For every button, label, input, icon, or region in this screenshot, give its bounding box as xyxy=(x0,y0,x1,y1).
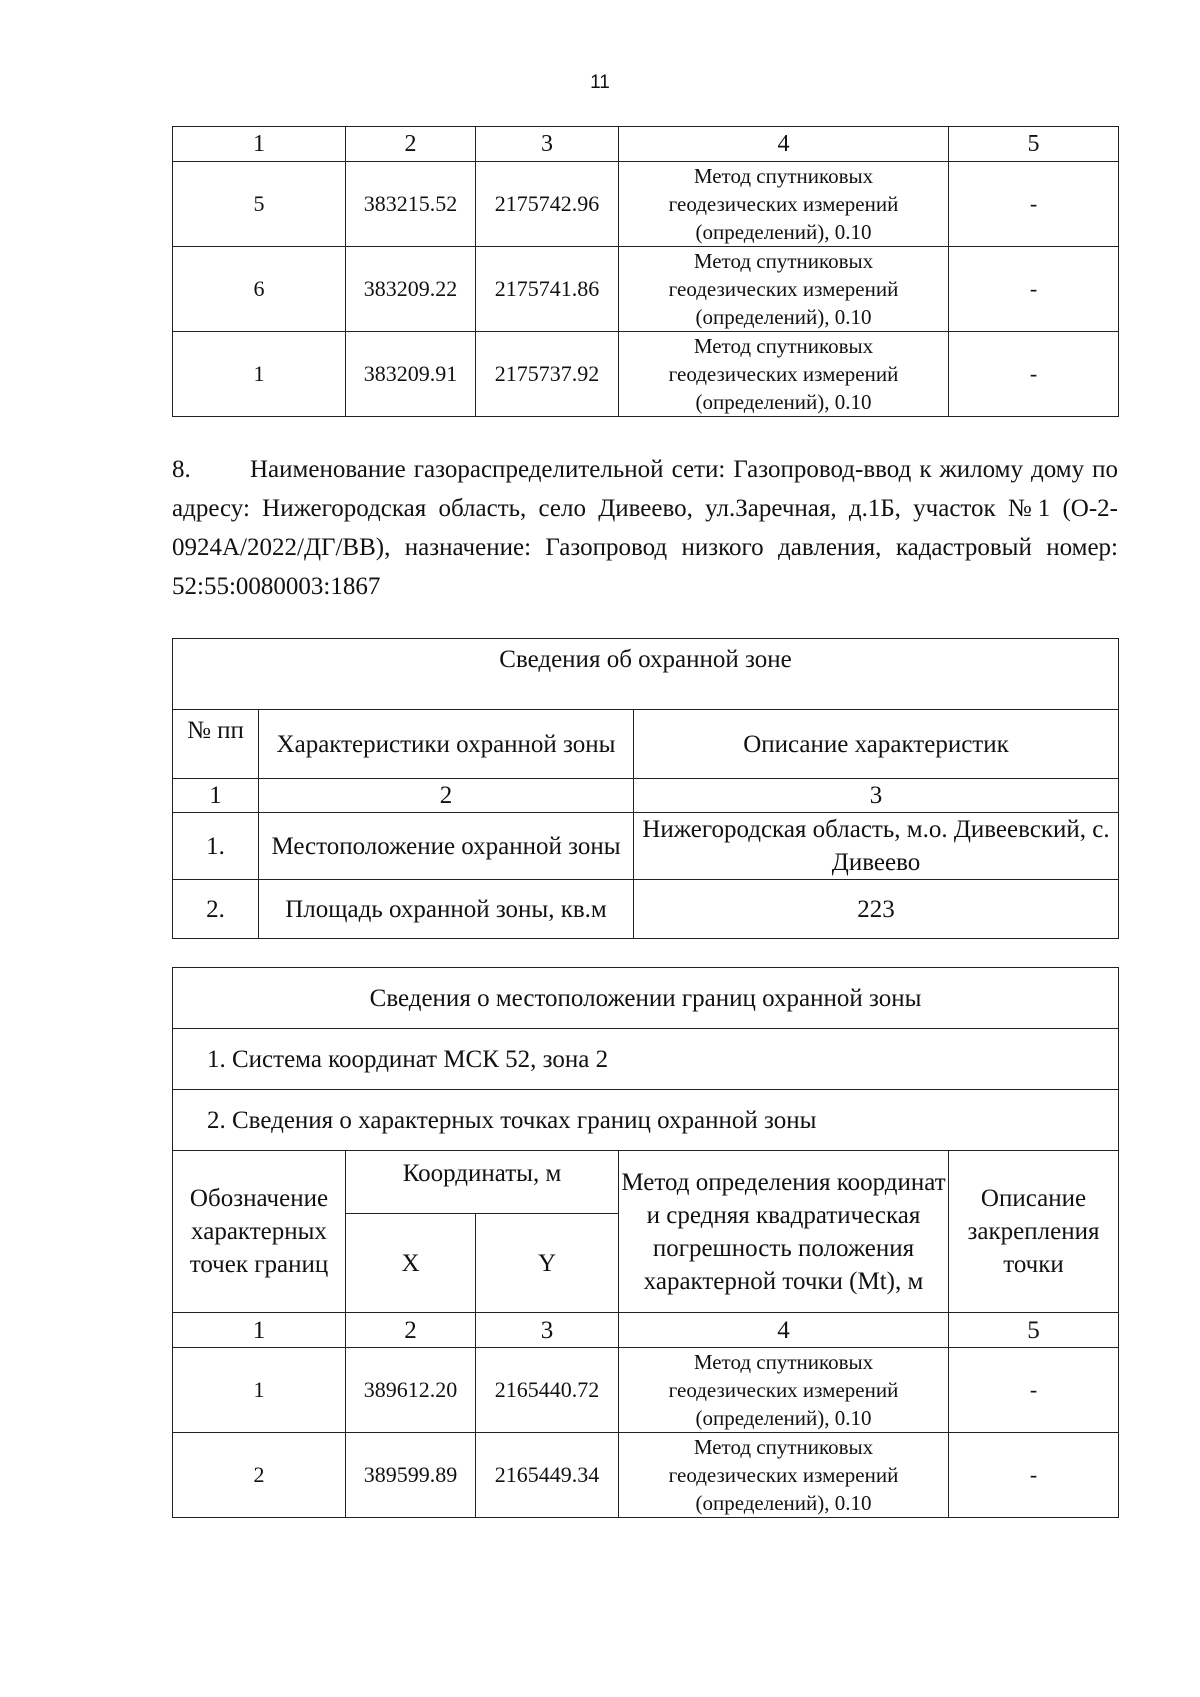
row-number: 1. xyxy=(173,813,259,880)
column-header: Характеристики охранной зоны xyxy=(259,710,634,779)
coordinate-y: 2175742.96 xyxy=(476,162,619,247)
method-cell xyxy=(619,1348,949,1433)
column-number: 2 xyxy=(346,1313,476,1348)
column-number: 2 xyxy=(259,779,634,813)
point-description: - xyxy=(949,1348,1119,1433)
zone-boundaries-table xyxy=(172,967,1119,1518)
points-title: 2. Сведения о характерных точках границ охранной зоны xyxy=(173,1090,1119,1151)
coordinate-x: 389599.89 xyxy=(346,1433,476,1518)
coordinate-system: 1. Система координат МСК 52, зона 2 xyxy=(173,1029,1119,1090)
method-line: геодезических измерений xyxy=(668,1378,899,1402)
method-line: (определений), 0.10 xyxy=(695,1491,872,1515)
table-header-row xyxy=(173,710,1119,779)
point-description: - xyxy=(949,247,1119,332)
column-header-x: X xyxy=(346,1214,476,1313)
characteristic: Площадь охранной зоны, кв.м xyxy=(259,880,634,939)
coordinate-y: 2165449.34 xyxy=(476,1433,619,1518)
coordinate-y: 2175741.86 xyxy=(476,247,619,332)
column-number: 3 xyxy=(476,127,619,162)
column-number: 4 xyxy=(619,1313,949,1348)
column-header: Описание характеристик xyxy=(634,710,1119,779)
point-number: 5 xyxy=(173,162,346,247)
method-line: Метод спутниковых xyxy=(693,1435,874,1459)
method-line: Метод спутниковых xyxy=(693,1350,874,1374)
method-line: геодезических измерений xyxy=(668,1463,899,1487)
column-number: 3 xyxy=(634,779,1119,813)
method-line: геодезических измерений xyxy=(668,192,899,216)
point-description: - xyxy=(949,1433,1119,1518)
point-number: 1 xyxy=(173,332,346,417)
table-title: Сведения о местоположении границ охранной зоны xyxy=(173,968,1119,1029)
characteristic: Местоположение охранной зоны xyxy=(259,813,634,880)
point-number: 6 xyxy=(173,247,346,332)
coordinate-x: 383215.52 xyxy=(346,162,476,247)
points-title-row xyxy=(173,1090,1119,1151)
point-description: - xyxy=(949,332,1119,417)
column-number-row xyxy=(173,779,1119,813)
table-title: Сведения об охранной зоне xyxy=(173,639,1119,710)
coordinate-y: 2175737.92 xyxy=(476,332,619,417)
column-header-designation: Обозначение характерных точек границ xyxy=(173,1151,346,1313)
characteristic-description: Нижегородская область, м.о. Дивеевский, с. Дивеево xyxy=(634,813,1119,880)
coordinate-x: 383209.22 xyxy=(346,247,476,332)
table-row xyxy=(173,880,1119,939)
protection-zone-info-table xyxy=(172,638,1119,939)
column-number: 1 xyxy=(173,1313,346,1348)
method-line: Метод спутниковых xyxy=(693,249,874,273)
method-line: Метод спутниковых xyxy=(693,334,874,358)
table-title-row xyxy=(173,639,1119,710)
column-header-method: Метод определения координат и средняя квадратическая погрешность положения характерной точки (Mt), м xyxy=(619,1151,949,1313)
section-paragraph xyxy=(172,450,1118,606)
section-number: 8. xyxy=(172,456,191,483)
column-header-coordinates: Координаты, м xyxy=(346,1151,619,1214)
column-number: 2 xyxy=(346,127,476,162)
characteristic-description: 223 xyxy=(634,880,1119,939)
coordinate-system-row xyxy=(173,1029,1119,1090)
column-number-row xyxy=(173,1313,1119,1348)
column-number: 1 xyxy=(173,779,259,813)
method-line: Метод спутниковых xyxy=(693,164,874,188)
column-number: 4 xyxy=(619,127,949,162)
table-title-row xyxy=(173,968,1119,1029)
coordinate-x: 389612.20 xyxy=(346,1348,476,1433)
method-line: (определений), 0.10 xyxy=(695,390,872,414)
table-row xyxy=(173,247,1119,332)
point-number: 2 xyxy=(173,1433,346,1518)
column-header-y: Y xyxy=(476,1214,619,1313)
point-description: - xyxy=(949,162,1119,247)
method-line: геодезических измерений xyxy=(668,362,899,386)
column-number-row xyxy=(173,127,1119,162)
method-line: (определений), 0.10 xyxy=(695,1406,872,1430)
column-header: № пп xyxy=(173,710,259,779)
coordinate-y: 2165440.72 xyxy=(476,1348,619,1433)
table-row xyxy=(173,332,1119,417)
table-row xyxy=(173,813,1119,880)
page-number: 11 xyxy=(590,72,610,93)
column-header-fixing: Описание закрепления точки xyxy=(949,1151,1119,1313)
method-line: геодезических измерений xyxy=(668,277,899,301)
method-cell xyxy=(619,332,949,417)
method-line: (определений), 0.10 xyxy=(695,220,872,244)
method-cell xyxy=(619,162,949,247)
section-text: Наименование газораспределительной сети: Газопровод-ввод к жилому дому по адресу: Нижегородская область, село Дивеево, ул.Заречная, д.1Б, участок №1 (О-2-0924А/2022/ДГ/ВВ), назначение: Газопровод низкого давления, кадастровый номер: 52:55:0080003:1867 xyxy=(172,456,1118,600)
column-number: 5 xyxy=(949,127,1119,162)
continuation-coordinates-table xyxy=(172,126,1119,417)
table-row xyxy=(173,1348,1119,1433)
method-cell xyxy=(619,1433,949,1518)
point-number: 1 xyxy=(173,1348,346,1433)
coordinate-x: 383209.91 xyxy=(346,332,476,417)
method-cell xyxy=(619,247,949,332)
row-number: 2. xyxy=(173,880,259,939)
column-number: 5 xyxy=(949,1313,1119,1348)
method-line: (определений), 0.10 xyxy=(695,305,872,329)
table-row xyxy=(173,162,1119,247)
column-number: 1 xyxy=(173,127,346,162)
table-row xyxy=(173,1433,1119,1518)
table-header-row xyxy=(173,1151,1119,1214)
column-number: 3 xyxy=(476,1313,619,1348)
